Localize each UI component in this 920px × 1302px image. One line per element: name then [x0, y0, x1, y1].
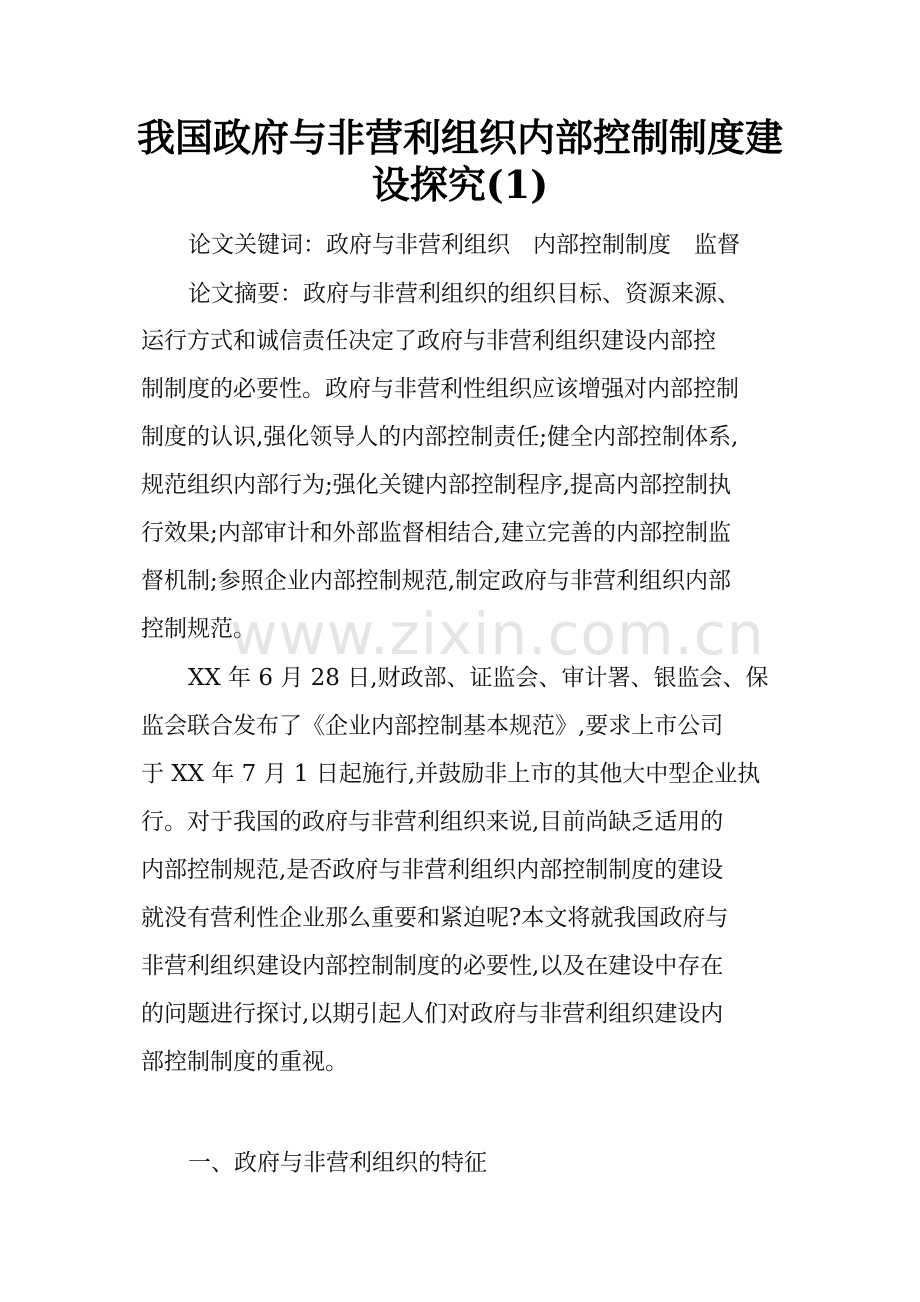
abstract-line: 规范组织内部行为;强化关键内部控制程序,提高内部控制执: [141, 472, 732, 498]
abstract-line: 制制度的必要性。政府与非营利性组织应该增强对内部控制: [141, 376, 739, 402]
keywords-line: 论文关键词：政府与非营利组织 内部控制制度 监督: [188, 232, 740, 258]
body-line: 行。对于我国的政府与非营利组织来说,目前尚缺乏适用的: [141, 809, 724, 835]
document-title-line-2: 设探究(1): [371, 162, 549, 207]
abstract-line: 督机制;参照企业内部控制规范,制定政府与非营利组织内部: [141, 568, 732, 594]
body-line: 监会联合发布了《企业内部控制基本规范》,要求上市公司: [141, 713, 724, 739]
abstract-line: 控制规范。: [141, 616, 256, 642]
body-line: 于 XX 年 7 月 1 日起施行,并鼓励非上市的其他大中型企业执: [141, 761, 761, 787]
abstract-line: 制度的认识,强化领导人的内部控制责任;健全内部控制体系,: [141, 424, 739, 450]
abstract-line: 论文摘要：政府与非营利组织的组织目标、资源来源、: [188, 281, 740, 307]
document-title-line-1: 我国政府与非营利组织内部控制制度建: [136, 115, 783, 160]
body-line: 内部控制规范,是否政府与非营利组织内部控制制度的建设: [141, 857, 724, 883]
body-line: 的问题进行探讨,以期引起人们对政府与非营利组织建设内: [141, 1001, 724, 1027]
watermark: www.zixin.com.cn: [230, 600, 765, 668]
abstract-line: 运行方式和诚信责任决定了政府与非营利组织建设内部控: [141, 328, 716, 354]
body-line: 非营利组织建设内部控制制度的必要性,以及在建设中存在: [141, 953, 724, 979]
body-line: 部控制制度的重视。: [141, 1049, 348, 1075]
body-line: XX 年 6 月 28 日,财政部、证监会、审计署、银监会、保: [188, 665, 769, 691]
abstract-line: 行效果;内部审计和外部监督相结合,建立完善的内部控制监: [141, 520, 732, 546]
body-line: 就没有营利性企业那么重要和紧迫呢?本文将就我国政府与: [141, 905, 729, 931]
section-heading: 一、政府与非营利组织的特征: [188, 1150, 487, 1176]
